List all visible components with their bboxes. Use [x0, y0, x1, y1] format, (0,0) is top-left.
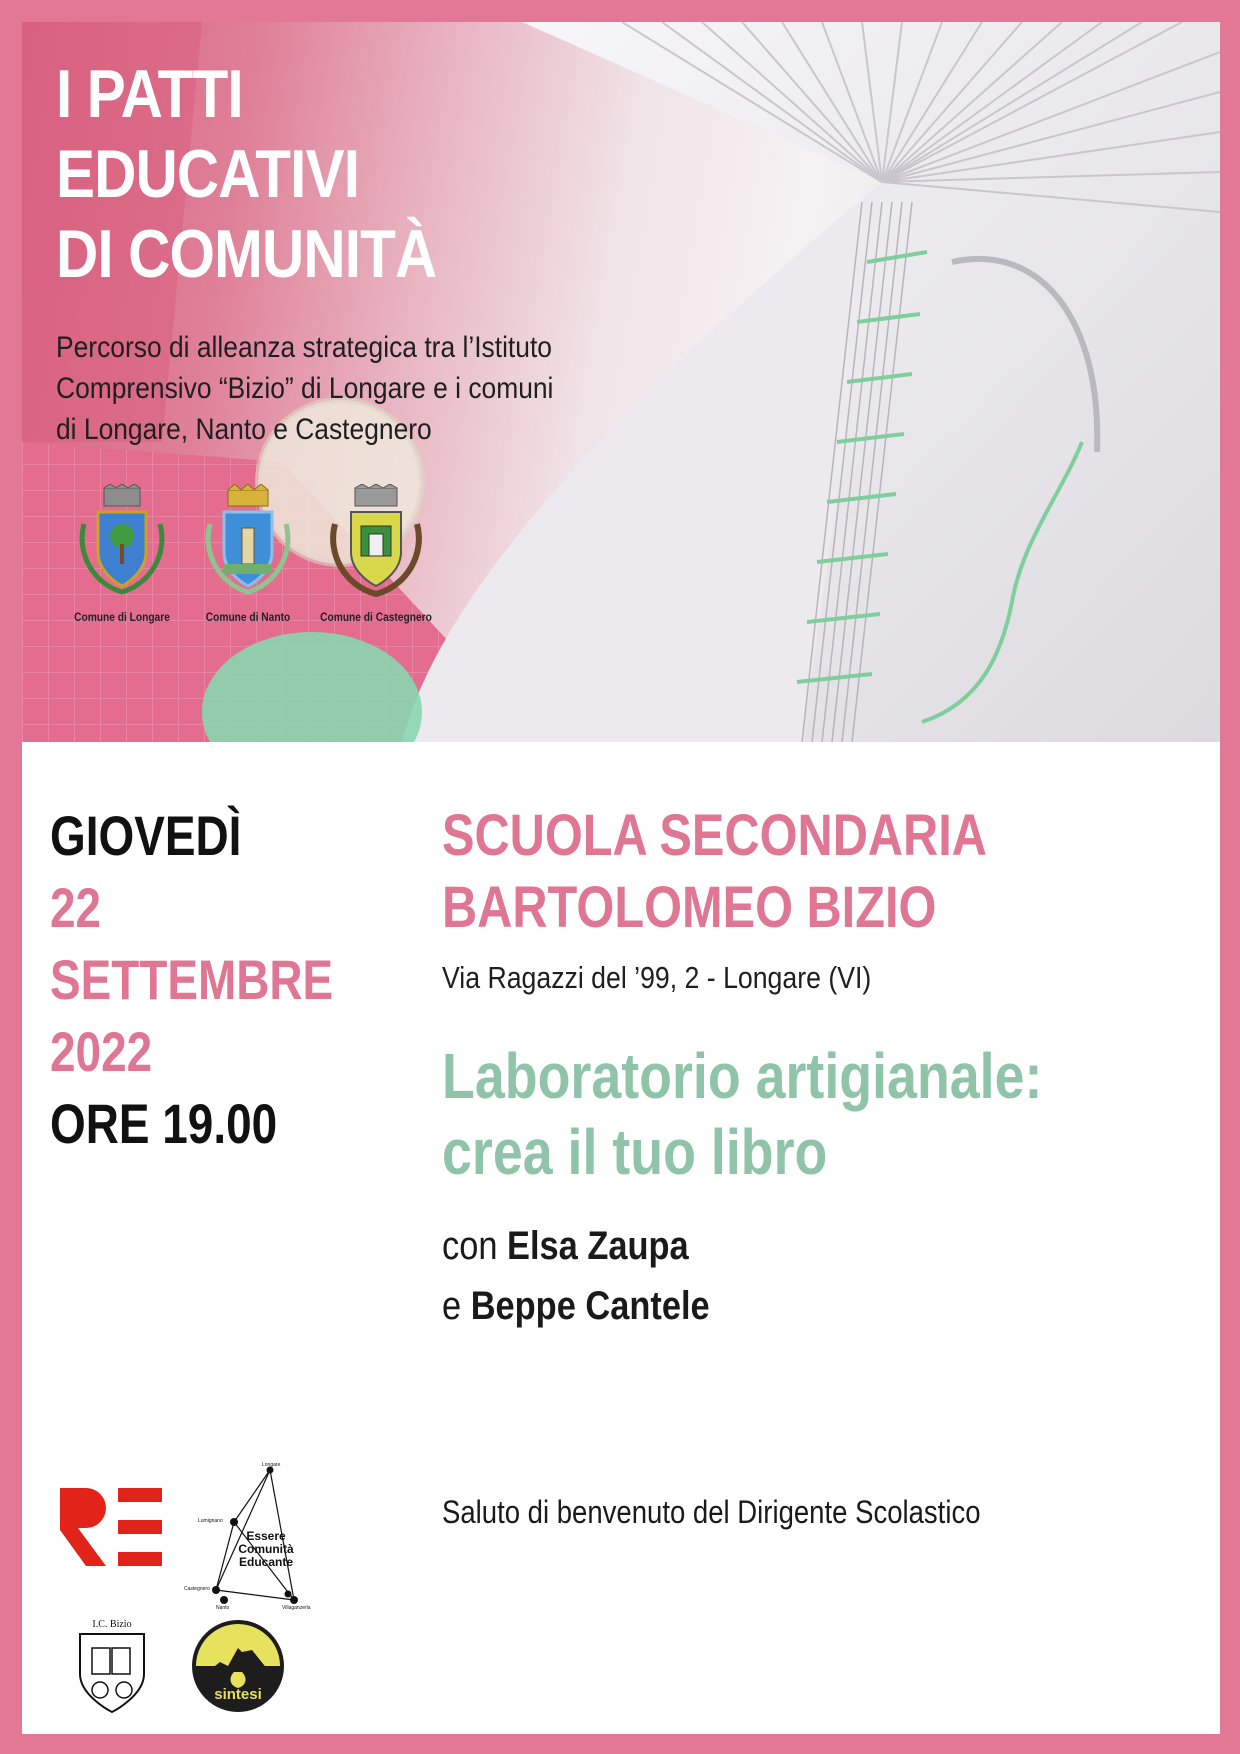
main-title-line-1: I PATTI — [56, 56, 243, 132]
host-prefix-2: e — [442, 1284, 471, 1328]
host-prefix-1: con — [442, 1224, 508, 1268]
essere-node-longare: Longare — [262, 1462, 281, 1468]
castegnero-crest-icon — [321, 484, 431, 604]
host-name-1: Elsa Zaupa — [507, 1224, 689, 1268]
sintesi-label: sintesi — [214, 1686, 262, 1703]
icbizio-label: I.C. Bizio — [92, 1619, 132, 1630]
main-title-line-3: DI COMUNITÀ — [56, 216, 437, 292]
essere-node-castegnero: Castegnero — [184, 1586, 210, 1592]
venue-address: Via Ragazzi del ’99, 2 - Longare (VI) — [442, 960, 872, 995]
essere-line-2: Comunità — [238, 1542, 294, 1556]
essere-node-nanto: Nanto — [216, 1605, 230, 1611]
hosts — [442, 1216, 1096, 1336]
essere-line-1: Essere — [246, 1529, 286, 1543]
poster — [22, 22, 1220, 1734]
event-time: ORE 19.00 — [50, 1092, 278, 1155]
essere-comunita-text — [236, 1530, 296, 1569]
host-line-2 — [442, 1276, 1096, 1336]
subtitle — [56, 327, 619, 450]
essere-line-3: Educante — [238, 1555, 293, 1569]
crest-label-castegnero: Comune di Castegnero — [320, 610, 432, 624]
event-weekday: GIOVEDÌ — [50, 804, 242, 867]
host-line-1 — [442, 1216, 1096, 1276]
main-title — [56, 54, 436, 294]
longare-crest-icon — [74, 484, 170, 604]
workshop-title-line-2: crea il tuo libro — [442, 1116, 828, 1188]
event-date: 22 SETTEMBRE — [50, 876, 334, 1011]
subtitle-line-3: di Longare, Nanto e Castegnero — [56, 413, 432, 446]
workshop-title-line-1: Laboratorio artigianale: — [442, 1040, 1043, 1112]
essere-comunita-logo — [180, 1462, 330, 1612]
essere-node-villaganzerla: Villaganzerla — [282, 1605, 311, 1611]
venue-name — [442, 800, 1080, 944]
crest-label-nanto: Comune di Nanto — [205, 610, 291, 624]
main-title-line-2: EDUCATIVI — [56, 136, 360, 212]
workshop-title — [442, 1038, 1080, 1190]
subtitle-line-1: Percorso di alleanza strategica tra l’Istituto — [56, 331, 552, 364]
icbizio-logo — [76, 1618, 148, 1716]
venue-name-line-2: BARTOLOMEO BIZIO — [442, 875, 937, 940]
event-date-block — [50, 800, 362, 1160]
sintesi-logo — [190, 1618, 286, 1714]
venue-name-line-1: SCUOLA SECONDARIA — [442, 803, 987, 868]
re-logo-icon — [56, 1484, 166, 1570]
event-details — [442, 800, 1202, 1336]
welcome-note: Saluto di benvenuto del Dirigente Scolastico — [442, 1494, 981, 1530]
essere-node-lumignano: Lumignano — [198, 1518, 223, 1524]
crest-label-longare: Comune di Longare — [74, 610, 170, 624]
event-year: 2022 — [50, 1020, 153, 1083]
host-name-2: Beppe Cantele — [470, 1284, 710, 1328]
crest-castegnero — [306, 484, 446, 624]
subtitle-line-2: Comprensivo “Bizio” di Longare e i comuni — [56, 372, 554, 405]
crest-nanto — [178, 484, 318, 624]
crest-longare — [52, 484, 192, 624]
icbizio-shield-icon — [76, 1618, 148, 1716]
nanto-crest-icon — [200, 484, 296, 604]
hero-photo — [22, 22, 1220, 742]
